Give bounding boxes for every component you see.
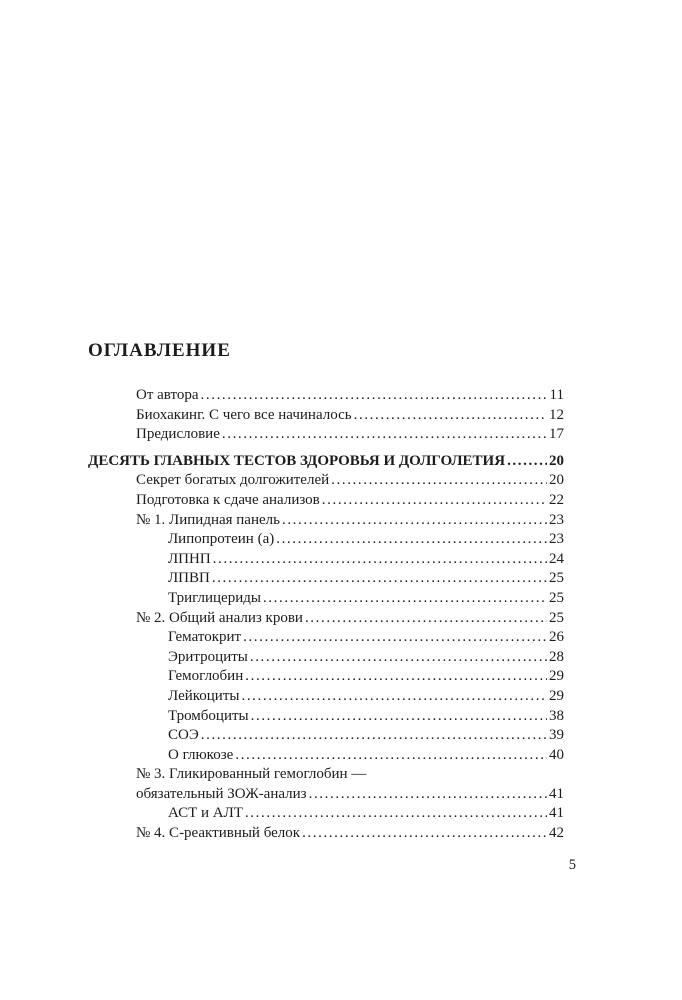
toc-entry-page: 12 — [549, 406, 564, 423]
toc-entry-label: От автора — [136, 387, 199, 403]
toc-entry-page: 25 — [549, 609, 564, 626]
toc-leader-dots — [263, 589, 547, 609]
toc-entry-label: Биохакинг. С чего все начиналось — [136, 406, 352, 423]
toc-entry — [88, 765, 564, 785]
toc-leader-dots — [507, 452, 547, 472]
toc-entry — [88, 648, 564, 668]
toc-entry-page: 23 — [549, 531, 564, 548]
toc-entry-page: 25 — [549, 589, 564, 606]
toc-entry — [88, 628, 564, 648]
toc-entry-page: 17 — [549, 426, 564, 443]
table-of-contents — [88, 340, 564, 844]
toc-entry-page: 26 — [549, 629, 564, 646]
toc-entry — [88, 609, 564, 629]
toc-leader-dots — [235, 746, 547, 766]
toc-entry-label: АСТ и АЛТ — [168, 805, 243, 822]
toc-entry — [88, 386, 564, 406]
toc-entry — [88, 471, 564, 491]
toc-leader-dots — [276, 530, 547, 550]
toc-entry-label: О глюкозе — [168, 746, 234, 763]
toc-entry — [88, 824, 564, 844]
toc-entry — [88, 804, 564, 824]
toc-entry-label: № 4. С-реактивный белок — [136, 825, 301, 842]
toc-leader-dots — [201, 726, 547, 746]
toc-entry-page: 42 — [549, 825, 564, 842]
toc-leader-dots — [213, 550, 547, 570]
toc-entry-page: 24 — [549, 550, 564, 567]
toc-leader-dots — [305, 609, 547, 629]
toc-entry-label: Липопротеин (а) — [168, 531, 275, 548]
toc-leader-dots — [331, 471, 547, 491]
toc-entry-page: 38 — [549, 707, 564, 724]
toc-leader-dots — [241, 687, 547, 707]
toc-entry-page: 29 — [549, 668, 564, 685]
toc-entry — [88, 687, 564, 707]
toc-entry — [88, 550, 564, 570]
toc-entry-label: ЛПНП — [168, 550, 211, 567]
toc-leader-dots — [282, 511, 547, 531]
toc-entry-label: Гематокрит — [168, 629, 242, 646]
toc-entry — [88, 785, 564, 805]
toc-entry — [88, 491, 564, 511]
toc-entry-page: 20 — [549, 472, 564, 489]
toc-entry-label: Лейкоциты — [168, 687, 240, 704]
toc-entry — [88, 726, 564, 746]
toc-entry-label: Гемоглобин — [168, 668, 244, 685]
toc-leader-dots — [243, 628, 547, 648]
toc-leader-dots — [309, 785, 547, 805]
toc-entry — [88, 667, 564, 687]
toc-entry-page: 41 — [549, 785, 564, 802]
toc-entry-label: № 3. Гликированный гемоглобин — — [136, 766, 367, 783]
toc-entry — [88, 589, 564, 609]
toc-title: ОГЛАВЛЕНИЕ — [88, 340, 231, 361]
toc-leader-dots — [322, 491, 547, 511]
toc-entry-page: 40 — [549, 746, 564, 763]
toc-entry-label: обязательный ЗОЖ-анализ — [136, 785, 307, 802]
toc-entry — [88, 406, 564, 426]
toc-entry-page: 25 — [549, 570, 564, 587]
toc-leader-dots — [250, 648, 547, 668]
toc-entry-page: 23 — [549, 511, 564, 528]
toc-entry-label: ЛПВП — [168, 570, 210, 587]
toc-entry-page: 29 — [549, 687, 564, 704]
toc-entry — [88, 530, 564, 550]
toc-entry — [88, 452, 564, 472]
toc-entry-label: Тромбоциты — [168, 707, 249, 724]
toc-entry-page: 22 — [549, 491, 564, 508]
toc-leader-dots — [302, 824, 547, 844]
toc-entries — [88, 386, 564, 844]
toc-leader-dots — [245, 667, 547, 687]
toc-entry — [88, 746, 564, 766]
toc-leader-dots — [222, 425, 547, 445]
toc-entry-label: № 1. Липидная панель — [136, 511, 280, 528]
toc-entry-page: 11 — [549, 387, 564, 403]
toc-entry-label: Триглицериды — [168, 589, 261, 606]
toc-entry-page: 39 — [549, 727, 564, 744]
toc-entry — [88, 425, 564, 445]
toc-entry — [88, 707, 564, 727]
toc-entry — [88, 569, 564, 589]
toc-entry-label: Секрет богатых долгожителей — [136, 472, 330, 489]
toc-leader-dots — [212, 569, 547, 589]
toc-entry-page: 41 — [549, 805, 564, 822]
toc-entry-label: № 2. Общий анализ крови — [136, 609, 303, 626]
toc-entry-label: ДЕСЯТЬ ГЛАВНЫХ ТЕСТОВ ЗДОРОВЬЯ И ДОЛГОЛЕТИЯ — [88, 452, 506, 469]
toc-leader-dots — [201, 386, 548, 406]
toc-entry-page: 28 — [549, 648, 564, 665]
toc-leader-dots — [245, 804, 547, 824]
toc-entry-page: 20 — [549, 452, 564, 469]
page-number: 5 — [568, 857, 576, 873]
toc-entry-label: Подготовка к сдаче анализов — [136, 491, 320, 508]
toc-entry-label: Эритроциты — [168, 648, 248, 665]
toc-entry-label: Предисловие — [136, 426, 220, 443]
toc-leader-dots — [251, 707, 547, 727]
toc-entry-label: СОЭ — [168, 727, 199, 744]
toc-entry — [88, 511, 564, 531]
toc-leader-dots — [354, 406, 547, 426]
